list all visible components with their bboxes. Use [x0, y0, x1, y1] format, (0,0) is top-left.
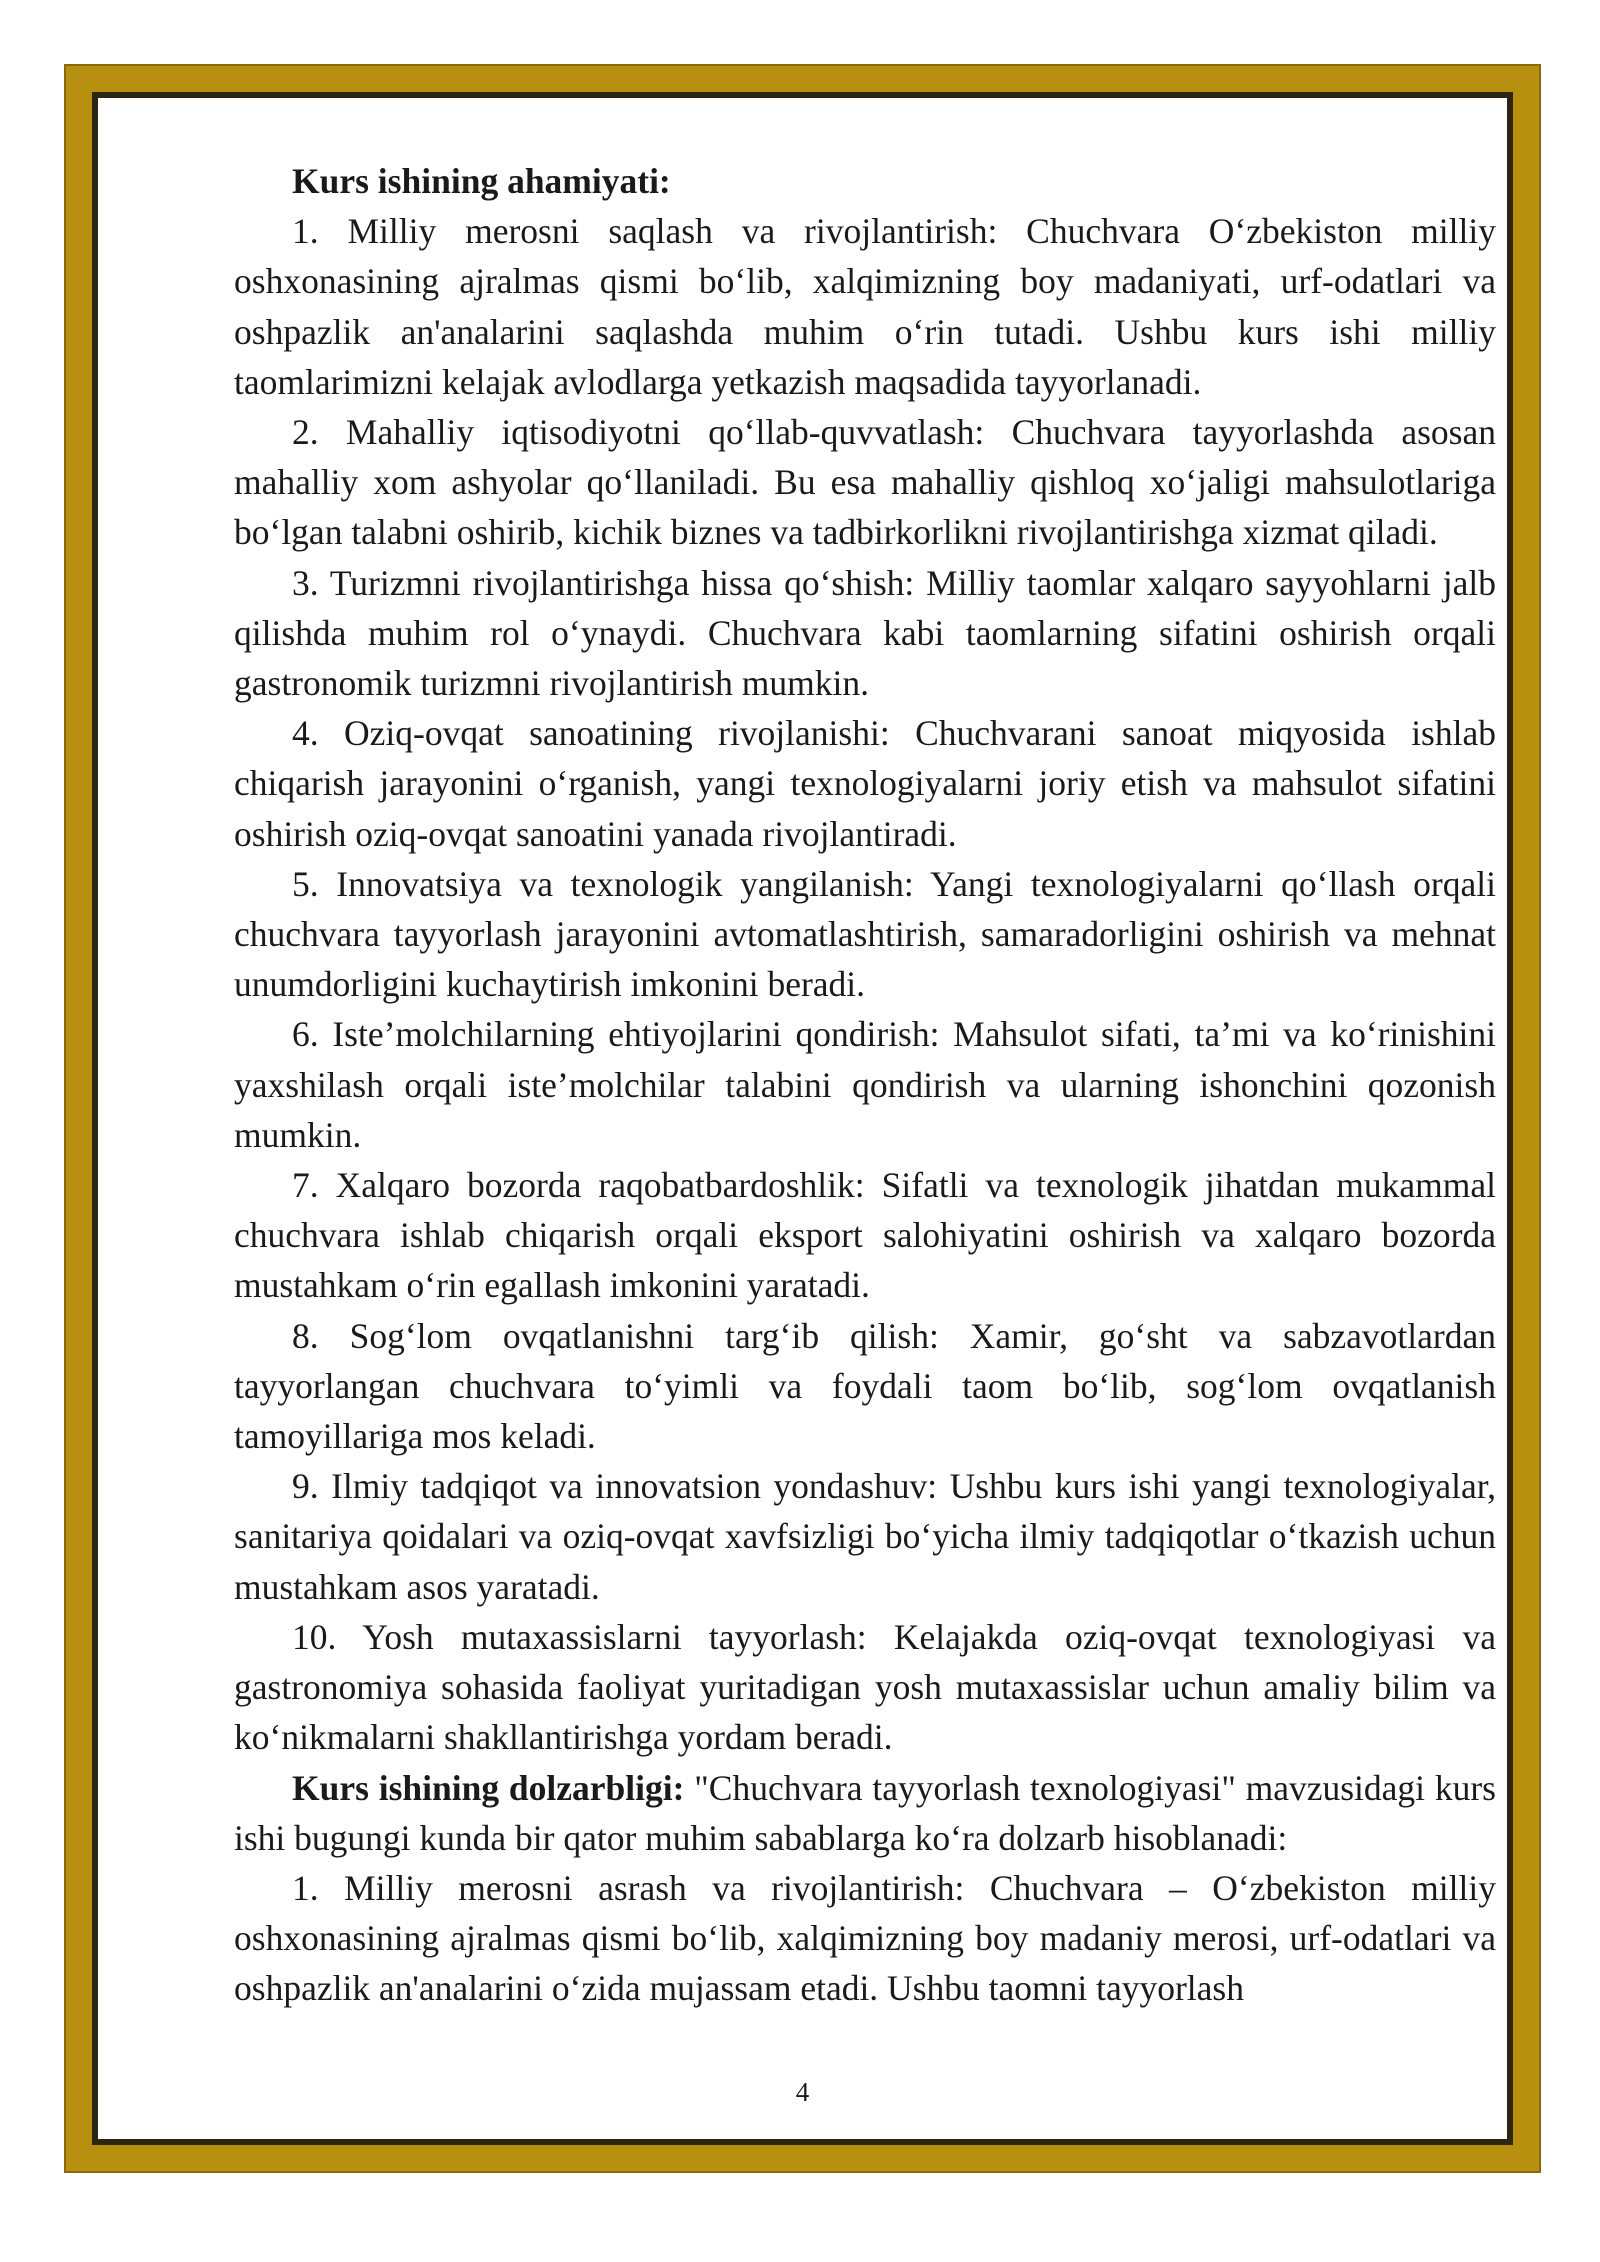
page-content — [234, 156, 1496, 2014]
section-lead-text: Kurs ishining dolzarbligi: — [292, 1767, 685, 1808]
list-item: 4. Oziq-ovqat sanoatining rivojlanishi: Chuchvarani sanoat miqyosida ishlab chiqarish jarayonini o‘rganish, yangi texnologiyalarni joriy etish va mahsulot sifatini oshirish oziq-ovqat sanoatini yanada rivojlantiradi. — [234, 713, 1496, 854]
page-border-frame — [64, 64, 1541, 2173]
list-item: 1. Milliy merosni saqlash va rivojlantirish: Chuchvara O‘zbekiston milliy oshxonasining ajralmas qismi bo‘lib, xalqimizning boy madaniyati, urf-odatlari va oshpazlik an'analarini saqlashda muhim o‘rin tutadi. Ushbu kurs ishi milliy taomlarimizni kelajak avlodlarga yetkazish maqsadida tayyorlanadi. — [234, 211, 1496, 402]
section-paragraph — [234, 1763, 1496, 1863]
list-item: 6. Iste’molchilarning ehtiyojlarini qondirish: Mahsulot sifati, ta’mi va ko‘rinishini yaxshilash orqali iste’molchilar talabini qondirish va ularning ishonchini qozonish mumkin. — [234, 1014, 1496, 1155]
section-heading-text: Kurs ishining ahamiyati: — [292, 161, 671, 201]
list-item: 2. Mahalliy iqtisodiyotni qo‘llab-quvvatlash: Chuchvara tayyorlashda asosan mahalliy xom ashyolar qo‘llaniladi. Bu esa mahalliy qishloq xo‘jaligi mahsulotlariga bo‘lgan talabni oshirib, kichik biznes va tadbirkorlikni rivojlantirishga xizmat qiladi. — [234, 412, 1496, 553]
list-item: 3. Turizmni rivojlantirishga hissa qo‘shish: Milliy taomlar xalqaro sayyohlarni jalb qilishda muhim rol o‘ynaydi. Chuchvara kabi taomlarning sifatini oshirish orqali gastronomik turizmni rivojlantirish mumkin. — [234, 562, 1496, 704]
list-item: 5. Innovatsiya va texnologik yangilanish: Yangi texnologiyalarni qo‘llash orqali chuchvara tayyorlash jarayonini avtomatlashtirish, samaradorligini oshirish va mehnat unumdorligini kuchaytirish imkonini beradi. — [234, 863, 1496, 1005]
page-border-inner — [92, 92, 1513, 2145]
section-intro-text: "Chuchvara tayyorlash texnologiyasi" mavzusidagi kurs ishi bugungi kunda bir qator muhim sabablarga ko‘ra dolzarb hisoblanadi: — [234, 1767, 1496, 1858]
document-page — [98, 98, 1507, 2139]
list-item: 1. Milliy merosni asrash va rivojlantirish: Chuchvara – O‘zbekiston milliy oshxonasining ajralmas qismi bo‘lib, xalqimizning boy madaniy merosi, urf-odatlari va oshpazlik an'analarini o‘zida mujassam etadi. Ushbu taomni tayyorlash — [234, 1867, 1496, 2009]
page-number: 4 — [795, 2077, 810, 2107]
list-item: 7. Xalqaro bozorda raqobatbardoshlik: Sifatli va texnologik jihatdan mukammal chuchvara ishlab chiqarish orqali eksport salohiyatini oshirish va xalqaro bozorda mustahkam o‘rin egallash imkonini yaratadi. — [234, 1165, 1496, 1306]
list-item: 9. Ilmiy tadqiqot va innovatsion yondashuv: Ushbu kurs ishi yangi texnologiyalar, sanitariya qoidalari va oziq-ovqat xavfsizligi bo‘yicha ilmiy tadqiqotlar o‘tkazish uchun mustahkam asos yaratadi. — [234, 1466, 1496, 1607]
section-heading — [234, 156, 1496, 206]
list-item: 8. Sog‘lom ovqatlanishni targ‘ib qilish: Xamir, go‘sht va sabzavotlardan tayyorlangan chuchvara to‘yimli va foydali taom bo‘lib, sog‘lom ovqatlanish tamoyillariga mos keladi. — [234, 1315, 1496, 1457]
list-item: 10. Yosh mutaxassislarni tayyorlash: Kelajakda oziq-ovqat texnologiyasi va gastronomiya sohasida faoliyat yuritadigan yosh mutaxassislar uchun amaliy bilim va ko‘nikmalarni shakllantirishga yordam beradi. — [234, 1616, 1496, 1758]
